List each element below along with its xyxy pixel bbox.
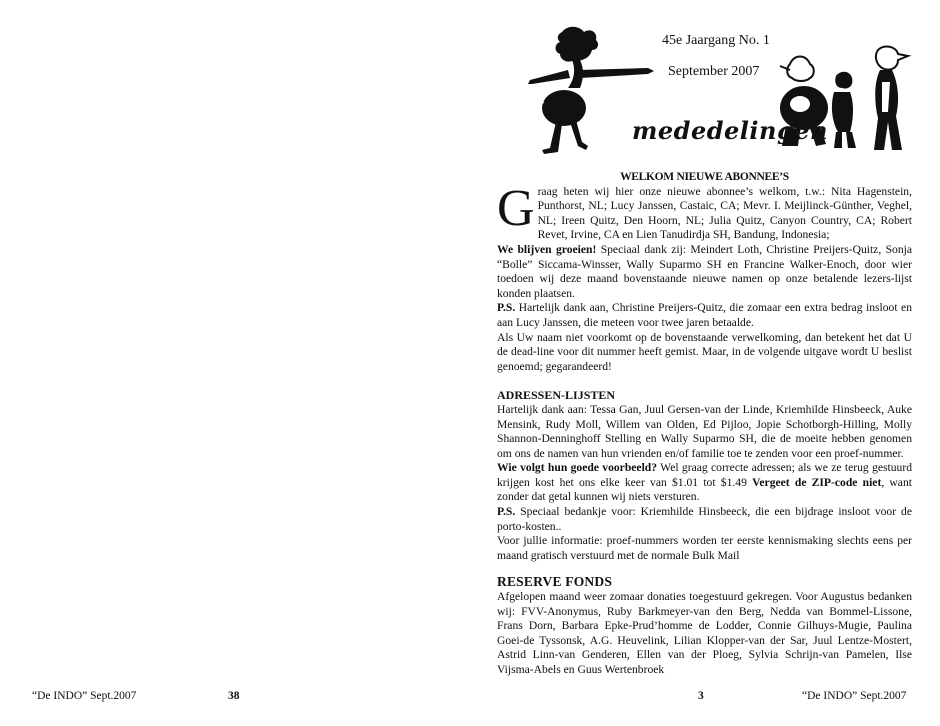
adressen-ps-lead: P.S.: [497, 505, 516, 519]
question-text-2: , want zonder dat getal kunnen wij niets versturen.: [497, 475, 912, 504]
welkom-growth: [497, 243, 912, 301]
question-text-1: Wel graag correcte adressen; als we ze terug gestuurd krijgen kost het ons elke keer van $1.01 tot $1.49: [497, 461, 912, 489]
growth-text: Speciaal dank zij: Meindert Loth, Christine Preijers-Quitz, Sonja “Bolle” Siccama-Winsser, Wally Suparmo SH en Francine Walker-Enoch, door wier toedoen wij deze maand bovenstaande nieuwe namen op onze betalende lezers-lijst konden plaatsen.: [497, 242, 912, 300]
adressen-info: Voor jullie informatie: proef-nummers worden ter eerste kennismaking slechts eens per maand gratisch verstuurd met de normale Bulk Mail: [497, 534, 912, 562]
growth-lead: We blijven groeien!: [497, 242, 597, 256]
newsletter-title: mededelingen: [632, 116, 828, 145]
reserve-heading: RESERVE FONDS: [497, 574, 613, 590]
reserve-text: Afgelopen maand weer zomaar donaties toegestuurd gekregen. Voor Augustus bedanken wij: FVV-Anonymus, Ruby Barkmeyer-van den Berg, Nedda van Bommel-Lissone, Frans Dorn, Barbara Epke-Prud’homme de Lodder, Connie Gilhuys-Mugie, Paulina Goei-de Tyssonsk, A.G. Heuvelink, Lilian Klopper-van der Sar, Juul Lentze-Mostert, Astrid Linn-van Genderen, Ellen van der Ploeg, Sylvia Schrijn-van Pamelen, Ilse Vijsma-Abels en Guus Wertenbroek: [497, 590, 912, 676]
zip-reminder: Vergeet de ZIP-code niet: [752, 475, 882, 489]
adressen-heading: ADRESSEN-LIJSTEN: [497, 388, 616, 403]
question-lead: Wie volgt hun goede voorbeeld?: [497, 461, 658, 475]
welkom-ps-text: Hartelijk dank aan, Christine Preijers-Quitz, die zomaar een extra bedrag insloot en aan Lucy Janssen, die meteen voor twee jaren betaalde.: [497, 301, 912, 329]
welkom-ps: [497, 301, 912, 330]
volume-number: 45e Jaargang No. 1: [662, 33, 770, 48]
footer-right-publication: “De INDO” Sept.2007: [802, 690, 907, 702]
issue-date: September 2007: [668, 64, 760, 79]
adressen-question: [497, 461, 912, 505]
page-number-right: 3: [698, 690, 704, 702]
welkom-intro-text: raag heten wij hier onze nieuwe abonnee’s welkom, t.w.: Nita Hagenstein, Punthorst, NL; Lucy Janssen, Castaic, CA; Mevr. I. Meijlinck-Günther, Veghel, NL; Ireen Quitz, Den Hoorn, NL; Julia Quitz, Canyon Country, CA; Robert Revet, Irvine, CA en Lien Tanudirdja SH, Bandung, Indonesia;: [537, 184, 912, 242]
page-number-left: 38: [228, 690, 240, 702]
welkom-heading: WELKOM NIEUWE ABONNEE’S: [620, 171, 789, 183]
welkom-note: Als Uw naam niet voorkomt op de bovenstaande verwelkoming, dan betekent het dat U de dead-line voor dit nummer heeft gemist. Maar, in de volgende uitgave wordt U beslist genoemd; gegarandeerd!: [497, 330, 912, 373]
article-column: [497, 170, 912, 678]
footer-left-publication: “De INDO” Sept.2007: [32, 690, 137, 702]
drop-cap: G: [497, 179, 535, 237]
adressen-thanks: Hartelijk dank aan: Tessa Gan, Juul Gersen-van der Linde, Kriemhilde Hinsbeeck, Auke Mensink, Rudy Moll, Willem van Olden, Ed Pijloo, Jopie Schotborgh-Hilling, Molly Shannon-Denninghoff Stelling en Wally Suparmo SH, die de moeite hebben genomen om ons de namen van hun vrienden en/of familie toe te zenden voor een proef-nummer.: [497, 402, 912, 460]
welkom-ps-lead: P.S.: [497, 301, 516, 315]
adressen-ps-text: Speciaal bedankje voor: Kriemhilde Hinsbeeck, die een bijdrage insloot voor de porto-kosten..: [497, 505, 912, 533]
adressen-ps: [497, 505, 912, 534]
welkom-intro: [497, 179, 912, 243]
